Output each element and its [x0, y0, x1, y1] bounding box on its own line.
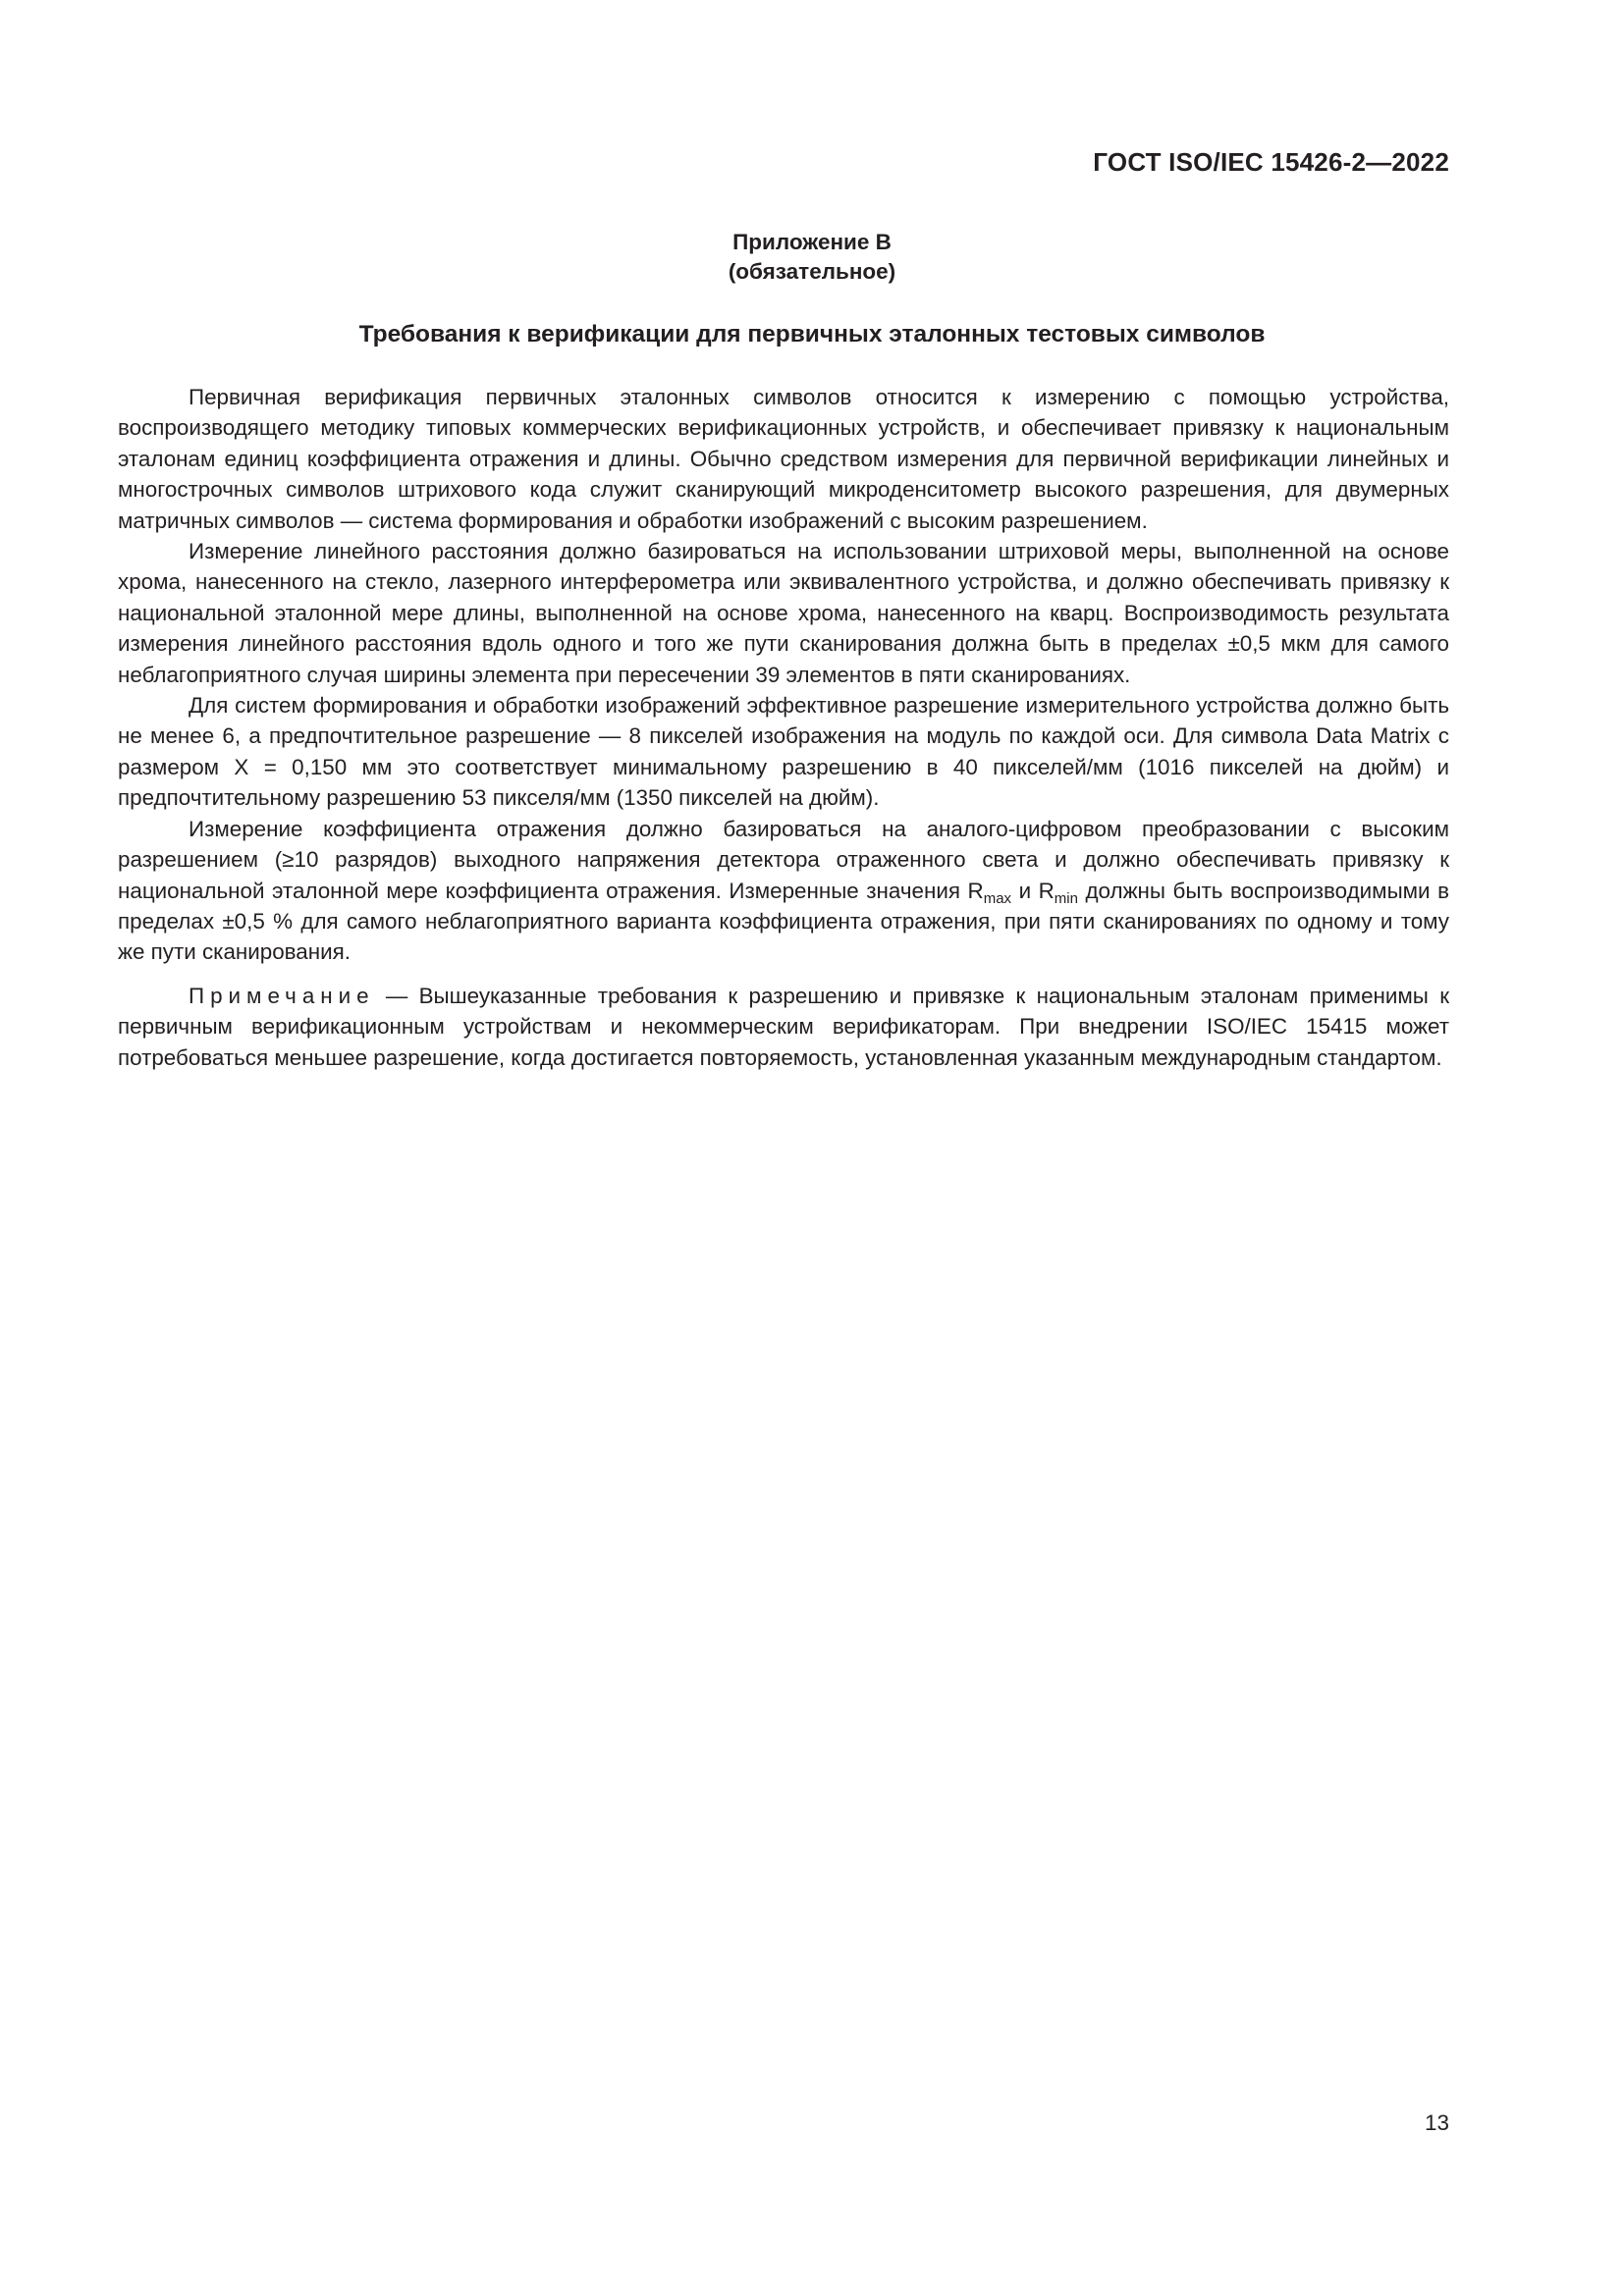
reflectance-text-part1: Измерение коэффициента отражения должно базироваться на аналого-цифровом преобразовании с высоким разрешением (≥10 разрядов) выходного напряжения детектора отраженного света и должно обеспечивать привязку к национальной эталонной мере коэффициента отражения. Измеренные значения R [118, 816, 1449, 903]
body-text [118, 382, 1449, 1073]
appendix-heading [118, 228, 1506, 287]
paragraph-primary-verification: Первичная верификация первичных эталонных символов относится к измерению с помощью устройства, воспроизводящего методику типовых коммерческих верификационных устройств, и обеспечивает привязку к национальным эталонам единиц коэффициента отражения и длины. Обычно средством измерения для первичной верификации линейных и многострочных символов штрихового кода служит сканирующий микроденситометр высокого разрешения, для двумерных матричных символов — система формирования и обработки изображений с высоким разрешением. [118, 385, 1449, 533]
appendix-title: Требования к верификации для первичных эталонных тестовых символов [358, 321, 1266, 347]
note-label: Примечание [189, 983, 375, 1008]
appendix-label: Приложение В [732, 230, 892, 254]
paragraph-imaging-resolution: Для систем формирования и обработки изображений эффективное разрешение измерительного устройства должно быть не менее 6, а предпочтительное разрешение — 8 пикселей изображения на модуль по каждой оси. Для символа Data Matrix с размером X = 0,150 мм это соответствует минимальному разрешению в 40 пикселей/мм (1016 пикселей на дюйм) и предпочтительному разрешению 53 пикселя/мм (1350 пикселей на дюйм). [118, 693, 1449, 811]
note-text: — Вышеуказанные требования к разрешению и привязке к национальным эталонам применимы к первичным верификационным устройствам и некоммерческим верификаторам. При внедрении ISO/IEC 15415 может потребоваться меньшее разрешение, когда достигается повторяемость, установленная указанным международным стандартом. [118, 983, 1449, 1070]
document-code: ГОСТ ISO/IEC 15426-2—2022 [1093, 147, 1449, 177]
reflectance-text-part2: должны быть воспроизводимыми в пределах ±0,5 % для самого неблагоприятного варианта коэффициента отражения, при пяти сканированиях по одному и тому же пути сканирования. [118, 878, 1449, 965]
reflectance-text-and: и R [1011, 878, 1055, 903]
paragraph-linear-distance: Измерение линейного расстояния должно базироваться на использовании штриховой меры, выполненной на основе хрома, нанесенного на стекло, лазерного интерферометра или эквивалентного устройства, и должно обеспечивать привязку к национальной эталонной мере длины, выполненной на основе хрома, нанесенного на кварц. Воспроизводимость результата измерения линейного расстояния вдоль одного и того же пути сканирования должна быть в пределах ±0,5 мкм для самого неблагоприятного случая ширины элемента при пересечении 39 элементов в пяти сканированиях. [118, 539, 1449, 687]
appendix-status: (обязательное) [728, 259, 896, 284]
subscript-max: max [983, 889, 1012, 907]
subscript-min: min [1054, 889, 1078, 907]
page-number: 13 [1424, 2110, 1449, 2135]
note-paragraph [118, 981, 1449, 1073]
paragraph-reflectance [118, 814, 1449, 968]
